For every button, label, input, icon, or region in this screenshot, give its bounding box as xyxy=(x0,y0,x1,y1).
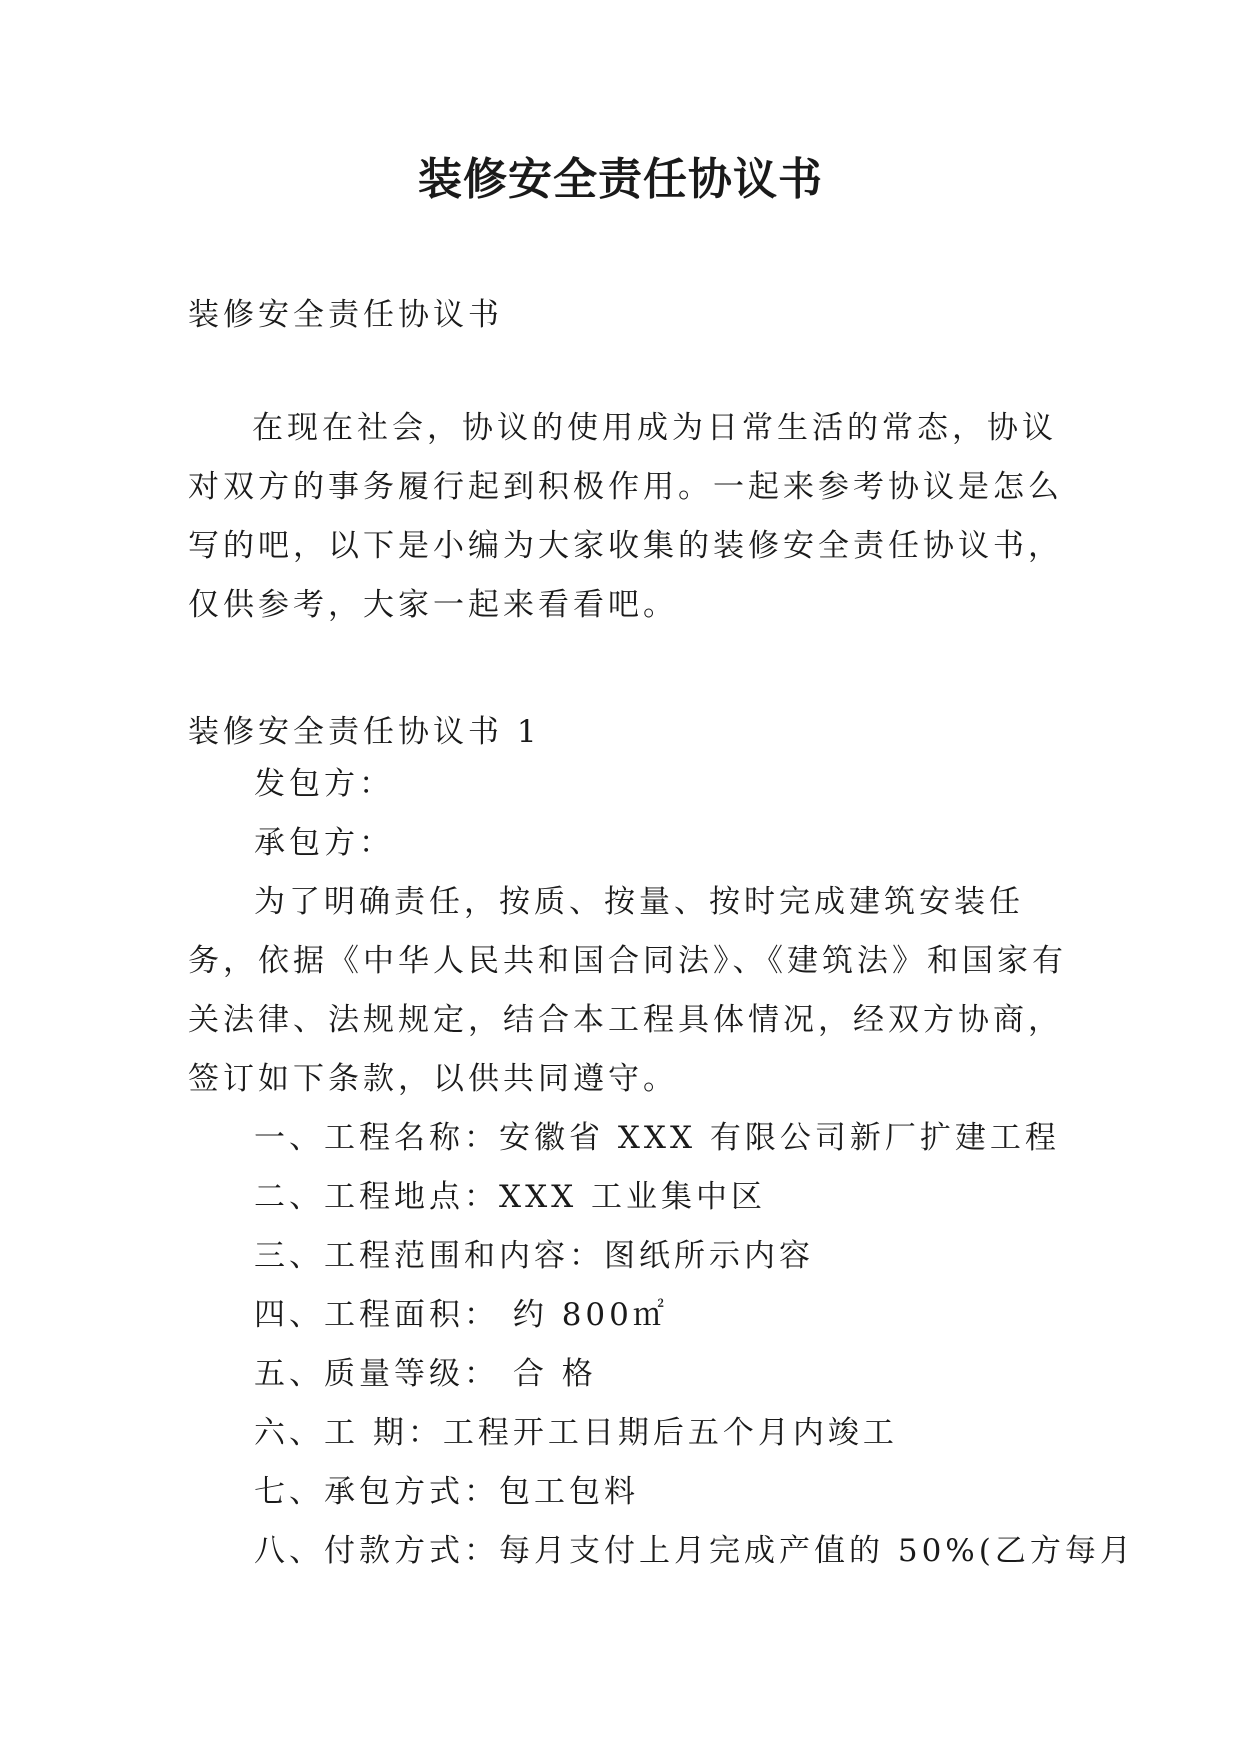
subtitle-text: 装修安全责任协议书 xyxy=(188,297,503,333)
section-title: 装修安全责任协议书 1 xyxy=(188,714,541,750)
document-title: 装修安全责任协议书 xyxy=(418,154,823,205)
clause-item: 六、工 期：工程开工日期后五个月内竣工 xyxy=(254,1415,898,1451)
section-heading xyxy=(188,703,1068,762)
document-subtitle xyxy=(188,286,1068,345)
party-a-line: 发包方： xyxy=(254,766,394,802)
clause-item: 四、工程面积： 约 800㎡ xyxy=(254,1297,668,1333)
clause-item: 八、付款方式：每月支付上月完成产值的 50%(乙方每月 xyxy=(254,1533,1135,1569)
intro-paragraph: 在现在社会，协议的使用成为日常生活的常态，协议对双方的事务履行起到积极作用。一起来参考协议是怎么写的吧，以下是小编为大家收集的装修安全责任协议书，仅供参考，大家一起来看看吧。 xyxy=(188,410,1063,623)
clause-item: 一、工程名称：安徽省 XXX 有限公司新厂扩建工程 xyxy=(254,1120,1060,1156)
clause-item: 五、质量等级： 合 格 xyxy=(254,1356,597,1392)
party-b-line: 承包方： xyxy=(254,825,394,861)
agreement-body xyxy=(188,755,1135,1581)
clause-item: 二、工程地点：XXX 工业集中区 xyxy=(254,1179,767,1215)
purpose-paragraph: 为了明确责任，按质、按量、按时完成建筑安装任务，依据《中华人民共和国合同法》、《建筑法》和国家有关法律、法规规定，结合本工程具体情况，经双方协商，签订如下条款，以供共同遵守。 xyxy=(188,884,1067,1097)
clause-item: 七、承包方式：包工包料 xyxy=(254,1474,639,1510)
clause-item: 三、工程范围和内容：图纸所示内容 xyxy=(254,1238,814,1274)
